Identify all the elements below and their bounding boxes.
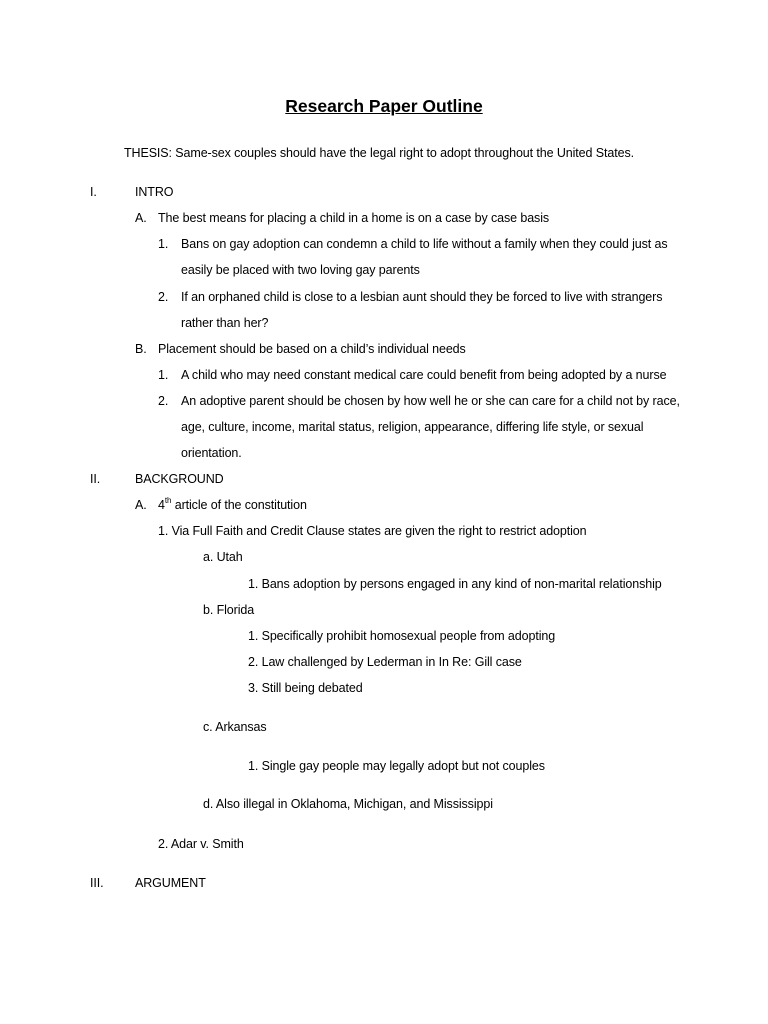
section-2-numeral: II. bbox=[90, 472, 101, 486]
s2-a-ordinal-suffix: th bbox=[164, 495, 172, 505]
s1-b-2-marker: 2. bbox=[158, 394, 169, 408]
s1-b-2-line1: An adoptive parent should be chosen by how well he or she can care for a child not by race, bbox=[181, 394, 680, 408]
s2-a-1-text: 1. Via Full Faith and Credit Clause states are given the right to restrict adoption bbox=[158, 524, 587, 538]
s1-a-1-marker: 1. bbox=[158, 237, 169, 251]
s1-a-2-line2: rather than her? bbox=[181, 316, 269, 330]
thesis-statement: THESIS: Same-sex couples should have the legal right to adopt throughout the United States. bbox=[124, 146, 634, 160]
s2-a-2-text: 2. Adar v. Smith bbox=[158, 837, 244, 851]
florida-point-2: 2. Law challenged by Lederman in In Re: Gill case bbox=[248, 655, 522, 669]
s1-a-1-line2: easily be placed with two loving gay parents bbox=[181, 263, 420, 277]
section-2-heading: BACKGROUND bbox=[135, 472, 224, 486]
s1-a-2-line1: If an orphaned child is close to a lesbian aunt should they be forced to live with strangers bbox=[181, 290, 663, 304]
other-states-label: d. Also illegal in Oklahoma, Michigan, and Mississippi bbox=[203, 797, 493, 811]
section-3-numeral: III. bbox=[90, 876, 104, 890]
page-title: Research Paper Outline bbox=[285, 96, 483, 116]
arkansas-label: c. Arkansas bbox=[203, 720, 267, 734]
s2-a-marker: A. bbox=[135, 498, 147, 512]
florida-point-1: 1. Specifically prohibit homosexual people from adopting bbox=[248, 629, 556, 643]
section-3-heading: ARGUMENT bbox=[135, 876, 206, 890]
florida-point-3: 3. Still being debated bbox=[248, 681, 363, 695]
s1-a-text: The best means for placing a child in a home is on a case by case basis bbox=[158, 211, 550, 225]
s2-a-text-rest: article of the constitution bbox=[171, 498, 307, 512]
s1-a-2-marker: 2. bbox=[158, 290, 169, 304]
s1-a-1-line1: Bans on gay adoption can condemn a child to life without a family when they could just as bbox=[181, 237, 668, 251]
florida-label: b. Florida bbox=[203, 603, 255, 617]
s1-b-marker: B. bbox=[135, 342, 147, 356]
section-1-heading: INTRO bbox=[135, 185, 174, 199]
s2-a-text bbox=[158, 497, 307, 513]
s1-b-2-line3: orientation. bbox=[181, 446, 242, 460]
s1-b-text: Placement should be based on a child’s individual needs bbox=[158, 342, 466, 356]
s1-b-1-line1: A child who may need constant medical care could benefit from being adopted by a nurse bbox=[181, 368, 667, 382]
s1-a-marker: A. bbox=[135, 211, 147, 225]
section-1-numeral: I. bbox=[90, 185, 97, 199]
s1-b-2-line2: age, culture, income, marital status, religion, appearance, differing life style, or sexual bbox=[181, 420, 644, 434]
utah-point-1: 1. Bans adoption by persons engaged in any kind of non-marital relationship bbox=[248, 577, 662, 591]
utah-label: a. Utah bbox=[203, 550, 243, 564]
s1-b-1-marker: 1. bbox=[158, 368, 169, 382]
s2-a-ordinal-number: 4 bbox=[158, 498, 165, 512]
arkansas-point-1: 1. Single gay people may legally adopt but not couples bbox=[248, 759, 545, 773]
